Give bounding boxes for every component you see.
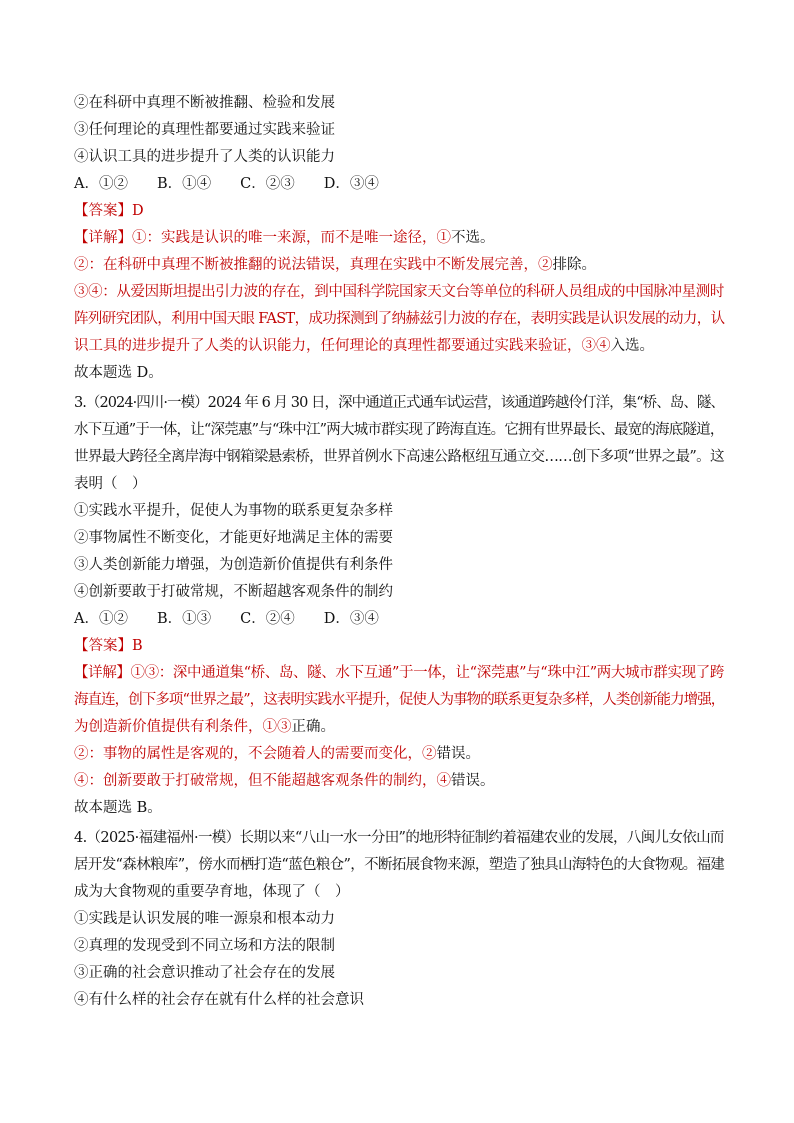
- detail-mark: ①③: [262, 719, 292, 735]
- detail-text: ②：事物的属性是客观的，不会随着人的需要而变化，: [74, 746, 422, 762]
- q3-option-3: ③人类创新能力增强，为创造新价值提供有利条件: [74, 557, 393, 573]
- detail-text: ①：实践是认识的唯一来源，而不是唯一途径，: [132, 230, 437, 246]
- q2-option-2: ②在科研中真理不断被推翻、检验和发展: [74, 95, 335, 111]
- q3-detail-1-line-2: 海直连，创下多项“世界之最”，这表明实践水平提升，促使人为事物的联系更复杂多样，人类创新能力增强，: [74, 692, 725, 708]
- detail-mark: ①: [436, 230, 451, 246]
- detail-heading: 【详解】: [74, 230, 132, 246]
- q3-detail-1-line-1: [74, 660, 724, 687]
- detail-mark: ②: [422, 746, 437, 762]
- q3-stem-line-4: 表明（ ）: [74, 476, 147, 492]
- q4-option-3: ③正确的社会意识推动了社会存在的发展: [74, 965, 335, 981]
- q4-option-2: ②真理的发现受到不同立场和方法的限制: [74, 938, 335, 954]
- q3-detail-1-line-3: [74, 714, 724, 741]
- q3-choices: A．①② B．①③ C．②④ D．③④: [74, 611, 379, 627]
- q2-detail-2: [74, 252, 724, 279]
- detail-verdict: 不选。: [451, 230, 495, 246]
- q4-stem-line-1: 4.（2025·福建福州·一模）长期以来“八山一水一分田”的地形特征制约着福建农业的发展，八闽儿女依山而: [74, 830, 724, 846]
- detail-text: ②：在科研中真理不断被推翻的说法错误，真理在实践中不断发展完善，: [74, 257, 538, 273]
- detail-verdict: 排除。: [552, 257, 596, 273]
- q2-conclusion: 故本题选 D。: [74, 365, 163, 381]
- detail-mark: ②: [538, 257, 553, 273]
- q4-option-4: ④有什么样的社会存在就有什么样的社会意识: [74, 992, 364, 1008]
- q3-conclusion: 故本题选 B。: [74, 800, 162, 816]
- detail-verdict: 错误。: [436, 746, 480, 762]
- q3-stem-line-3: 世界最大跨径全离岸海中钢箱梁悬索桥，世界首例水下高速公路枢纽互通立交……创下多项“世界之最”。这: [74, 449, 724, 465]
- q2-option-4: ④认识工具的进步提升了人类的认识能力: [74, 149, 335, 165]
- detail-text: ①③：深中通道集“桥、岛、隧、水下互通”于一体，让“深莞惠”与“珠中江”两大城市群实现了跨: [130, 665, 724, 681]
- q2-detail-1: [74, 225, 724, 252]
- q2-answer: 【答案】D: [74, 203, 144, 219]
- detail-text: 为创造新价值提供有利条件，: [74, 719, 263, 735]
- detail-verdict: 入选。: [610, 338, 654, 354]
- detail-mark: ③④: [581, 338, 611, 354]
- q4-stem-line-2: 居开发“森林粮库”，傍水而栖打造“蓝色粮仓”，不断拓展食物来源，塑造了独具山海特色的大食物观。福建: [74, 857, 725, 873]
- detail-text: ④：创新要敢于打破常规，但不能超越客观条件的制约，: [74, 773, 437, 789]
- q4-option-1: ①实践是认识发展的唯一源泉和根本动力: [74, 911, 335, 927]
- q2-choices: A．①② B．①④ C．②③ D．③④: [74, 176, 379, 192]
- q2-detail-3-line-2: 阵列研究团队，利用中国天眼 FAST，成功探测到了纳赫兹引力波的存在，表明实践是认识发展的动力，认: [74, 311, 725, 327]
- q3-option-4: ④创新要敢于打破常规，不断超越客观条件的制约: [74, 584, 393, 600]
- q3-stem-line-2: 水下互通”于一体，让“深莞惠”与“珠中江”两大城市群实现了跨海直连。它拥有世界最长、最宽的海底隧道，: [74, 422, 724, 438]
- q3-detail-2: [74, 741, 724, 768]
- detail-text: 识工具的进步提升了人类的认识能力，任何理论的真理性都要通过实践来验证，: [74, 338, 582, 354]
- q2-option-3: ③任何理论的真理性都要通过实践来验证: [74, 122, 335, 138]
- q2-detail-3-line-1: ③④：从爱因斯坦提出引力波的存在，到中国科学院国家天文台等单位的科研人员组成的中国脉冲星测时: [74, 284, 724, 300]
- detail-mark: ④: [436, 773, 451, 789]
- detail-verdict: 错误。: [451, 773, 495, 789]
- q4-stem-line-3: 成为大食物观的重要孕育地，体现了（ ）: [74, 884, 350, 900]
- detail-heading: 【详解】: [74, 665, 131, 681]
- detail-verdict: 正确。: [291, 719, 335, 735]
- q3-detail-3: [74, 768, 724, 795]
- q3-option-2: ②事物属性不断变化，才能更好地满足主体的需要: [74, 530, 393, 546]
- q2-detail-3-line-3: [74, 333, 724, 360]
- q3-option-1: ①实践水平提升，促使人为事物的联系更复杂多样: [74, 503, 393, 519]
- q3-stem-line-1: 3.（2024·四川·一模）2024 年 6 月 30 日，深中通道正式通车试运营，该通道跨越伶仃洋，集“桥、岛、隧、: [74, 395, 724, 411]
- q3-answer: 【答案】B: [74, 638, 143, 654]
